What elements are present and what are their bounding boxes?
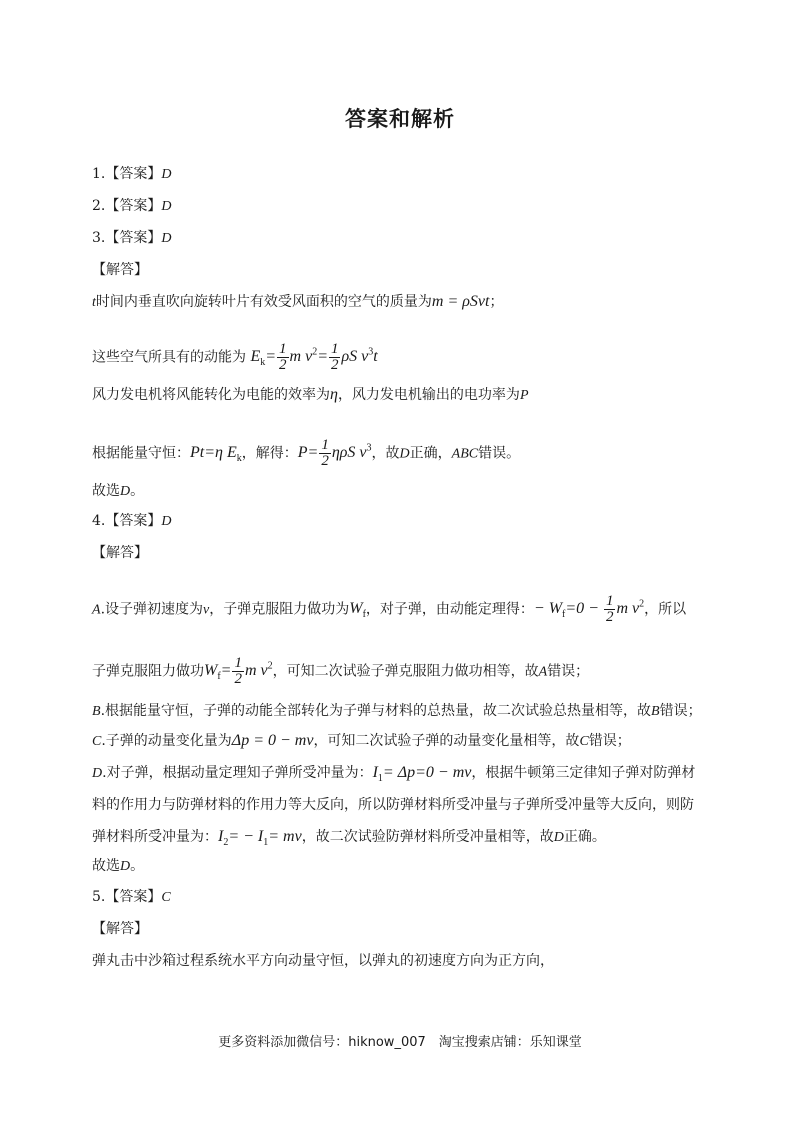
answer-3: 3.【答案】D bbox=[92, 230, 172, 246]
formula-work-energy: − $W_f=0$ − $\frac{1}{2}$ m $v^2$ bbox=[533, 593, 645, 626]
solution-heading-3: 【解答】 bbox=[92, 262, 148, 278]
q5-line-1: 弹丸击中沙箱过程系统水平方向动量守恒，以弹丸的初速度方向为正方向， bbox=[92, 953, 554, 969]
formula-kinetic-energy: $E_k=$ $\frac{1}{2}$ m $v^2=$ $\frac{1}{2}$ ρS $v^3t$ bbox=[250, 341, 378, 374]
formula-power: P= $\frac{1}{2}$ ηρS $v^3$ bbox=[297, 437, 372, 470]
q4-line-d3: 弹材料所受冲量为：$I_2= - I_1=$ mv，故二次试验防弹材料所受冲量相等，故D正确。 bbox=[92, 828, 606, 849]
formula-energy-conservation: Pt=η $E_k$ bbox=[190, 444, 242, 465]
solution-heading-5: 【解答】 bbox=[92, 921, 148, 937]
page-footer: 更多资料添加微信号：hiknow_007 淘宝搜索店铺：乐知课堂 bbox=[218, 1035, 582, 1050]
q4-line-e: 故选D。 bbox=[92, 858, 145, 874]
q3-line-4: 根据能量守恒：Pt=η $E_k$，解得：P= $\frac{1}{2}$ ηρS $v^3$，故D正确，ABC错误。 bbox=[92, 437, 521, 470]
q4-line-d1: D.对子弹，根据动量定理知子弹所受冲量为：$I_1= \Delta p=0$ − mv，根据牛顿第三定律知子弹对防弹材 bbox=[92, 764, 696, 785]
q3-line-3: 风力发电机将风能转化为电能的效率为η，风力发电机输出的电功率为P bbox=[92, 386, 529, 403]
q3-line-2: 这些空气所具有的动能为 $E_k=$ $\frac{1}{2}$ m $v^2=$ $\frac{1}{2}$ ρS $v^3t$ bbox=[92, 341, 378, 374]
page-title: 答案和解析 bbox=[345, 107, 455, 131]
formula-impulse-1: $I_1= \Delta p=0$ − mv bbox=[372, 764, 472, 785]
solution-heading-4: 【解答】 bbox=[92, 545, 148, 561]
answer-4: 4.【答案】D bbox=[92, 513, 172, 529]
q3-line-5: 故选D。 bbox=[92, 483, 145, 499]
answer-1: 1.【答案】D bbox=[92, 166, 172, 182]
answer-2: 2.【答案】D bbox=[92, 198, 172, 214]
answer-5: 5.【答案】C bbox=[92, 889, 171, 905]
formula-impulse-2: $I_2= - I_1=$ mv bbox=[218, 828, 302, 849]
q4-line-b: B.根据能量守恒，子弹的动能全部转化为子弹与材料的总热量，故二次试验总热量相等，故B错误； bbox=[92, 703, 702, 719]
q3-line-1: t时间内垂直吹向旋转叶片有效受风面积的空气的质量为m = ρSvt； bbox=[92, 293, 504, 310]
formula-work-result: $W_f=$ $\frac{1}{2}$ m $v^2$ bbox=[204, 655, 273, 688]
q4-line-a1: A.设子弹初速度为v，子弹克服阻力做功为$W_f$，对子弹，由动能定理得：− $W_f=0$ − $\frac{1}{2}$ m $v^2$，所以 bbox=[92, 593, 687, 626]
q4-line-a2: 子弹克服阻力做功$W_f=$ $\frac{1}{2}$ m $v^2$，可知二次试验子弹克服阻力做功相等，故A错误； bbox=[92, 655, 590, 688]
q4-line-d2: 料的作用力与防弹材料的作用力等大反向，所以防弹材料所受冲量与子弹所受冲量等大反向，则防 bbox=[92, 797, 694, 813]
q4-line-c: C.子弹的动量变化量为Δp = 0 − mv，可知二次试验子弹的动量变化量相等，故C错误； bbox=[92, 732, 631, 749]
formula-work: $W_f$ bbox=[349, 600, 366, 621]
